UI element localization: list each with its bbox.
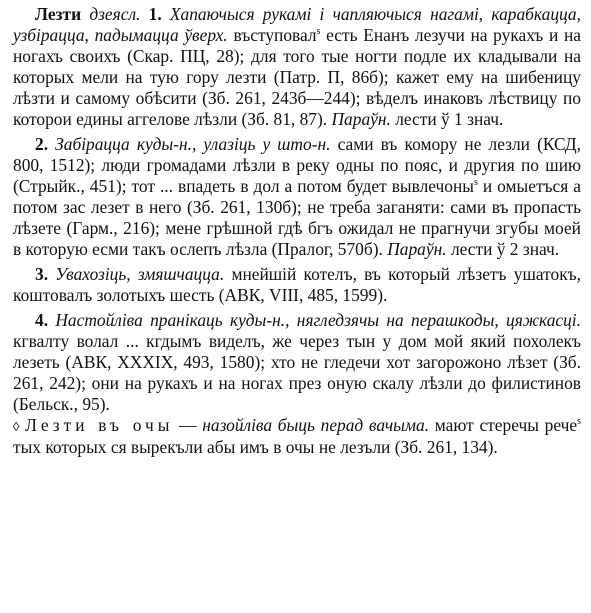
citation-text: есть Енанъ лезучи на рукахъ и на ногахъ своихъ (Скар. ПЦ, 28); для того тые ногти подле их кладывали на которых мели на тую гору лезти (Патр. П, 86б); кажет ему на шибеницу лѣзти и самому обѣсити (Зб. 261, 243б—244); вѣделъ инаковъ лѣствицу по которои едины аггелове лѣзли (Зб. 81, 87). (13, 25, 581, 129)
sense-number: 3. (35, 264, 49, 284)
headword: Лезти (35, 4, 82, 24)
citation-text: мнейшій котелъ, въ который лѣзетъ ушатокъ, коштовалъ золотыхъ шесть (АВК, VIII, 485, 1599). (13, 264, 581, 305)
sense-3 (13, 264, 581, 306)
idiom-phrase: Лезти въ очы (25, 415, 174, 435)
citation-text: и омыетъся а потом зас лезет в него (Зб. 261, 130б); не треба заганяти: сами въ пропасть лѣзете (Гарм., 216); мене грѣшной гдѣ бгъ ожидал не прагнучи згубы моей в которую есми такъ ослепъ лѣзла (Пралог, 570б). (13, 176, 581, 259)
parallel-label: Параўн. (331, 109, 391, 129)
sense-definition: Хапаючыся рукамі і чапляючыся нагамі, карабкацца, узбірацца, падымацца ўверх. (13, 4, 581, 45)
sense-1 (13, 4, 581, 130)
citation-text: кгвалту волал ... кгдымъ виделъ, же через тын у дом мой який похолекъ лезеть (АВК, XXXIX, 493, 1580); хто не гледечи хот загорожоно лѣзет (Зб. 261, 242); они на рукахъ и на ногах през оную скалу лѣзли до филистинов (Бельск., 95). (13, 331, 581, 414)
citation-text: тых которых ся вырекъли абы имъ в очы не лезъли (Зб. 261, 134). (13, 437, 498, 457)
sense-4 (13, 310, 581, 458)
part-of-speech: дзеясл. (89, 4, 141, 24)
sense-number: 1. (148, 4, 162, 24)
sense-number: 4. (35, 310, 49, 330)
dictionary-entry (13, 4, 581, 458)
superscript-mark: s (473, 177, 478, 189)
sense-definition: Забірацца куды-н., улазіць у што-н. (55, 134, 331, 154)
parallel-label: Параўн. (387, 239, 447, 259)
sense-definition: Увахозіць, змяшчацца. (55, 264, 225, 284)
citation-text: въступовал (233, 25, 317, 45)
superscript-mark: s (577, 416, 581, 428)
citation-text: мают стеречы рече (434, 415, 578, 435)
citation-text: сами въ комору не лезли (КСД, 800, 1512); люди громадами лѣзли в реку одны по пояс, и другия по шию (Стрыйк., 451); тот ... впадеть в дол а потом будет вывлечоны (13, 134, 581, 196)
parallel-reference: лести ў 1 знач. (395, 109, 504, 129)
sense-number: 2. (35, 134, 49, 154)
idiom-marker-icon: ◊ (13, 419, 20, 434)
idiom-dash: — (179, 415, 197, 435)
idiom-definition: назойліва быць перад вачыма. (202, 415, 430, 435)
parallel-reference: лести ў 2 знач. (450, 239, 560, 259)
sense-2 (13, 134, 581, 260)
superscript-mark: s (316, 26, 321, 38)
sense-definition: Настойліва пранікаць куды-н., нягледзячы на перашкоды, цяжкасці. (55, 310, 581, 330)
